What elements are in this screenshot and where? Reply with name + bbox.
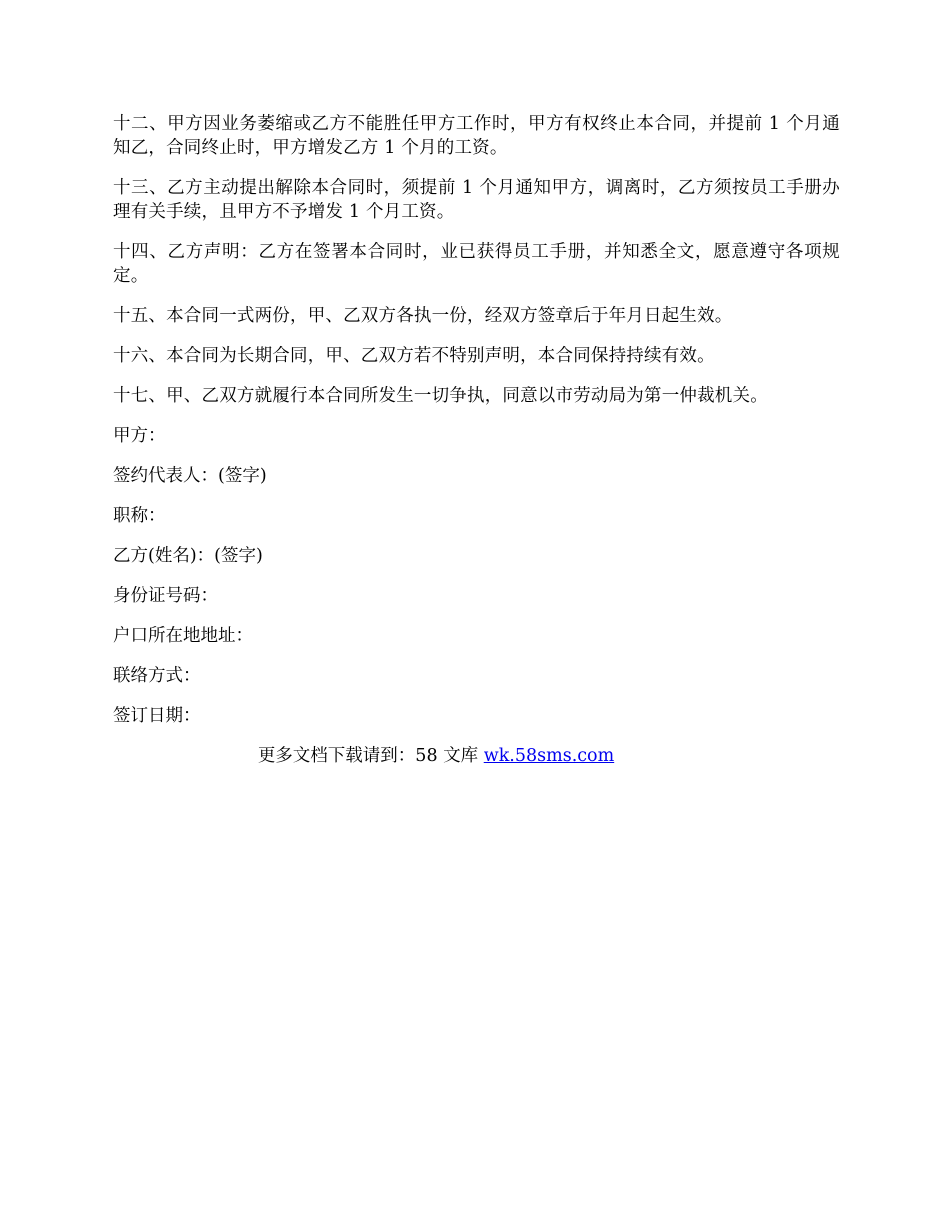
clause-13: 十三、乙方主动提出解除本合同时，须提前 1 个月通知甲方，调离时，乙方须按员工手册办理有关手续，且甲方不予增发 1 个月工资。 xyxy=(113,178,840,222)
sign-date-field: 签订日期： xyxy=(113,706,201,726)
clause-12: 十二、甲方因业务萎缩或乙方不能胜任甲方工作时，甲方有权终止本合同，并提前 1 个月通知乙，合同终止时，甲方增发乙方 1 个月的工资。 xyxy=(113,114,840,158)
clause-17: 十七、甲、乙双方就履行本合同所发生一切争执，同意以市劳动局为第一仲裁机关。 xyxy=(113,386,768,406)
party-a-field: 甲方： xyxy=(113,426,166,446)
job-title-field: 职称： xyxy=(113,506,166,526)
clause-15: 十五、本合同一式两份，甲、乙双方各执一份，经双方签章后于年月日起生效。 xyxy=(113,306,733,326)
clause-14: 十四、乙方声明：乙方在签署本合同时，业已获得员工手册，并知悉全文，愿意遵守各项规定。 xyxy=(113,242,840,286)
footer-link[interactable]: wk.58sms.com xyxy=(483,746,615,766)
party-b-name-field: 乙方(姓名)：(签字) xyxy=(113,546,263,566)
household-address-field: 户口所在地地址： xyxy=(113,626,253,646)
contact-field: 联络方式： xyxy=(113,666,201,686)
document-body xyxy=(113,112,840,768)
footer-prefix: 更多文档下载请到：58 文库 xyxy=(257,746,484,766)
id-number-field: 身份证号码： xyxy=(113,586,218,606)
representative-field: 签约代表人：(签字) xyxy=(113,466,267,486)
download-footer xyxy=(113,744,759,768)
clause-16: 十六、本合同为长期合同，甲、乙双方若不特别声明，本合同保持持续有效。 xyxy=(113,346,715,366)
